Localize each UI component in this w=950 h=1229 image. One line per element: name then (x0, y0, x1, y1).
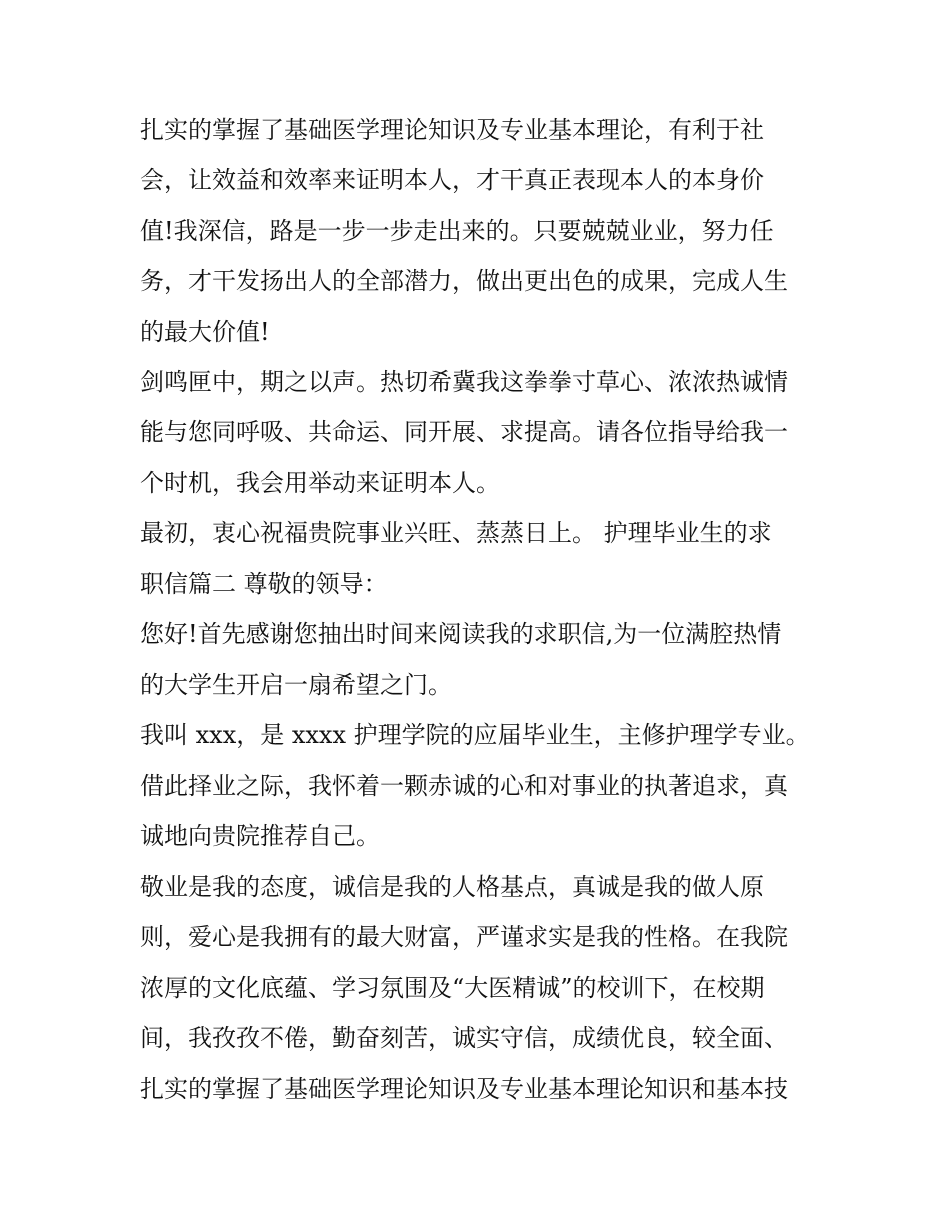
text-line: 浓厚的文化底蕴、学习氛围及“大医精诚”的校训下，在校期 (140, 974, 765, 1002)
text-line: 值!我深信，路是一步一步走出来的。只要兢兢业业，努力任 (140, 217, 774, 245)
text-line: 您好!首先感谢您抽出时间来阅读我的求职信,为一位满腔热情 (140, 620, 782, 648)
text-line: 最初，衷心祝福贵院事业兴旺、蒸蒸日上。 护理毕业生的求 (140, 519, 772, 547)
text-line: 扎实的掌握了基础医学理论知识及专业基本理论，有利于社 (140, 116, 764, 144)
text-line: 务，才干发扬出人的全部潜力，做出更出色的成果，完成人生 (140, 267, 788, 295)
text-line: 的大学生开启一扇希望之门。 (140, 671, 452, 699)
text-line: 诚地向贵院推荐自己。 (140, 822, 380, 850)
text-line: 借此择业之际，我怀着一颗赤诚的心和对事业的执著追求，真 (140, 772, 788, 800)
text-line: 个时机，我会用举动来证明本人。 (140, 469, 500, 497)
text-line: 扎实的掌握了基础医学理论知识及专业基本理论知识和基本技 (140, 1075, 788, 1103)
text-line: 剑鸣匣中，期之以声。热切希冀我这拳拳寸草心、浓浓热诚情 (140, 368, 788, 396)
text-line: 会，让效益和效率来证明本人，才干真正表现本人的本身价 (140, 166, 764, 194)
text-line: 的最大价值! (140, 318, 270, 346)
text-line: 敬业是我的态度，诚信是我的人格基点，真诚是我的做人原 (140, 873, 764, 901)
text-line: 我叫 xxx，是 xxxx 护理学院的应届毕业生，主修护理学专业。 (140, 721, 810, 749)
text-line: 职信篇二 尊敬的领导： (140, 570, 388, 598)
text-line: 能与您同呼吸、共命运、同开展、求提高。请各位指导给我一 (140, 418, 788, 446)
text-line: 间，我孜孜不倦，勤奋刻苦，诚实守信，成绩优良，较全面、 (140, 1024, 788, 1052)
text-line: 则，爱心是我拥有的最大财富，严谨求实是我的性格。在我院 (140, 923, 788, 951)
